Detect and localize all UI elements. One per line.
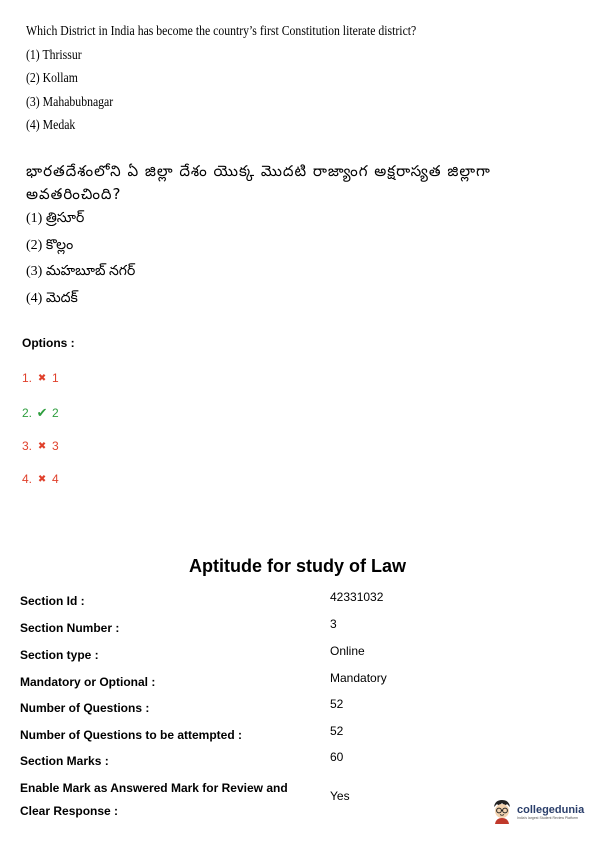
option-number: 3. [22,439,33,453]
answer-option-2 [22,405,59,421]
option-telugu-1: (1) త్రిసూర్ [26,211,85,226]
question-telugu-line-1: భారతదేశంలోని ఏ జిల్లా దేశం యొక్క మొదటి రాజ్యాంగ అక్షరాస్యత జిల్లాగా [26,162,491,180]
option-telugu-2: (2) కొల్లం [26,237,74,253]
question-telugu [26,160,491,312]
info-label-line-2: Clear Response : [20,804,119,818]
cross-icon: ✖ [37,440,47,452]
option-value: 4 [52,472,59,486]
info-label: Number of Questions : [20,701,150,715]
info-label: Section Id : [20,594,85,608]
answer-option-4 [22,472,59,486]
info-label: Section Marks : [20,754,109,768]
options-label: Options : [22,336,75,350]
option-telugu-3: (3) మహబూబ్ నగర్ [26,264,136,279]
cross-icon: ✖ [37,372,47,384]
info-value: 52 [330,697,344,711]
info-label: Number of Questions to be attempted : [20,728,243,742]
option-number: 1. [22,371,33,385]
info-value: 60 [330,750,344,764]
question-english [26,20,416,138]
info-label: Section Number : [20,621,120,635]
question-telugu-line-2: అవతరించింది? [26,185,122,203]
info-value: 52 [330,724,344,738]
option-number: 2. [22,406,33,420]
info-value: Online [330,644,365,658]
answer-option-1 [22,371,59,385]
option-value: 1 [52,371,59,385]
option-value: 3 [52,439,59,453]
option-english-3: (3) Mahabubnagar [26,94,114,110]
collegedunia-logo [490,798,584,826]
option-english-4: (4) Medak [26,118,76,133]
mascot-icon [490,798,514,826]
logo-name: collegedunia [517,803,585,816]
option-value: 2 [52,406,59,420]
option-number: 4. [22,472,33,486]
info-value: 3 [330,617,337,631]
logo-text [517,804,584,821]
info-value: Mandatory [330,671,387,685]
check-icon: ✔ [36,405,48,420]
info-label-line-1: Enable Mark as Answered Mark for Review and [20,781,288,795]
option-english-2: (2) Kollam [26,71,78,86]
info-label: Mandatory or Optional : [20,675,156,689]
answer-option-3 [22,439,59,453]
cross-icon: ✖ [37,473,47,485]
option-telugu-4: (4) మెదక్ [26,290,78,306]
question-text: Which District in India has become the country’s first Constitution literate district? [26,24,417,39]
info-value: Yes [330,789,350,803]
option-english-1: (1) Thrissur [26,47,82,63]
section-title: Aptitude for study of Law [189,556,406,576]
logo-tagline: India's largest Student Review Platform [517,815,578,820]
info-label: Section type : [20,648,99,662]
info-label [20,777,320,823]
info-value: 42331032 [330,590,384,604]
